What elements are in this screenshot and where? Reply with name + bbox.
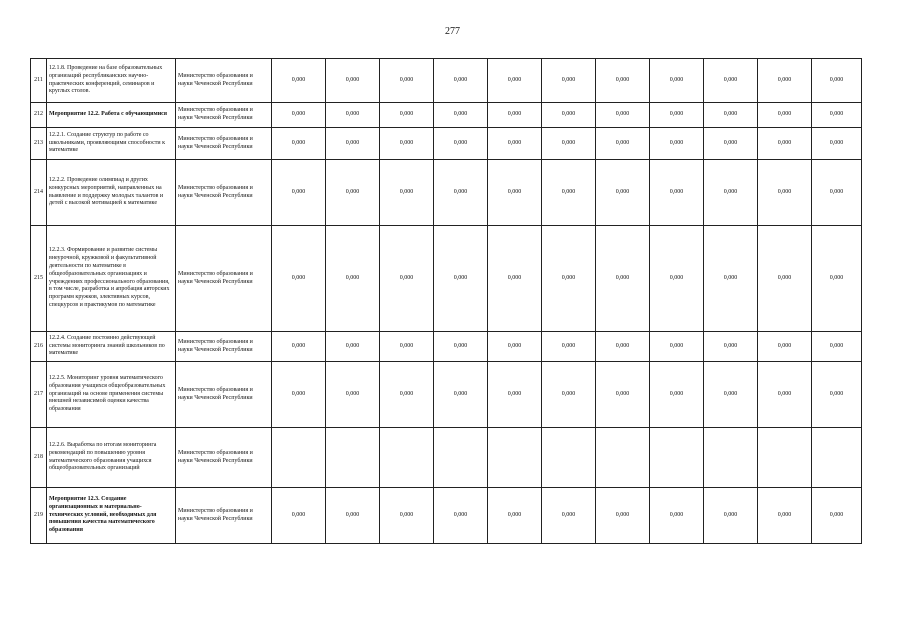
funding-value: 0,000 [758,59,812,103]
responsible-organization: Министерство образования и науки Чеченской Республики [176,128,272,160]
funding-value: 0,000 [650,332,704,362]
funding-value [326,428,380,488]
responsible-organization: Министерство образования и науки Чеченской Республики [176,59,272,103]
funding-value: 0,000 [326,488,380,544]
funding-value: 0,000 [596,332,650,362]
funding-value: 0,000 [326,59,380,103]
funding-value: 0,000 [758,332,812,362]
funding-value: 0,000 [380,128,434,160]
funding-value: 0,000 [380,59,434,103]
funding-value: 0,000 [488,226,542,332]
funding-value: 0,000 [758,128,812,160]
funding-value: 0,000 [704,226,758,332]
page-number: 277 [445,26,460,37]
funding-value: 0,000 [326,226,380,332]
funding-value: 0,000 [542,128,596,160]
activity-description: 12.2.5. Мониторинг уровня математического образования учащихся общеобразовательных организаций на основе применения системы внешней независимой оценки качества образования [47,362,176,428]
responsible-organization: Министерство образования и науки Чеченской Республики [176,362,272,428]
responsible-organization: Министерство образования и науки Чеченской Республики [176,332,272,362]
funding-value: 0,000 [812,160,862,226]
funding-value: 0,000 [596,103,650,128]
funding-value: 0,000 [812,362,862,428]
responsible-organization: Министерство образования и науки Чеченской Республики [176,428,272,488]
row-number: 212 [31,103,47,128]
funding-value: 0,000 [650,128,704,160]
funding-value: 0,000 [758,103,812,128]
funding-value: 0,000 [380,103,434,128]
funding-value: 0,000 [326,332,380,362]
activity-description: 12.2.6. Выработка по итогам мониторинга рекомендаций по повышению уровня математического образования учащихся общеобразовательных организаций [47,428,176,488]
row-number: 213 [31,128,47,160]
funding-value: 0,000 [542,103,596,128]
row-number: 211 [31,59,47,103]
funding-value: 0,000 [650,103,704,128]
funding-value: 0,000 [650,226,704,332]
funding-value: 0,000 [596,362,650,428]
funding-value: 0,000 [812,128,862,160]
funding-value [758,428,812,488]
row-number: 217 [31,362,47,428]
funding-value: 0,000 [272,488,326,544]
funding-value [596,428,650,488]
funding-value: 0,000 [758,160,812,226]
funding-value: 0,000 [434,488,488,544]
funding-value: 0,000 [380,332,434,362]
activity-description: 12.2.2. Проведение олимпиад и других конкурсных мероприятий, направленных на выявление и поддержку молодых талантов и детей с высокой мотивацией к математике [47,160,176,226]
funding-value: 0,000 [542,362,596,428]
funding-value [380,428,434,488]
funding-value: 0,000 [434,128,488,160]
funding-value: 0,000 [812,103,862,128]
funding-value: 0,000 [542,332,596,362]
funding-value: 0,000 [812,332,862,362]
funding-value: 0,000 [542,160,596,226]
funding-value: 0,000 [704,488,758,544]
row-number: 214 [31,160,47,226]
funding-value: 0,000 [542,226,596,332]
table-row [31,488,862,544]
table-row [31,332,862,362]
funding-value: 0,000 [542,59,596,103]
responsible-organization: Министерство образования и науки Чеченской Республики [176,488,272,544]
funding-value: 0,000 [596,59,650,103]
funding-value: 0,000 [704,128,758,160]
funding-value: 0,000 [650,59,704,103]
funding-value: 0,000 [326,160,380,226]
funding-value [434,428,488,488]
budget-table [30,58,862,544]
row-number: 218 [31,428,47,488]
funding-value: 0,000 [434,59,488,103]
funding-value: 0,000 [488,160,542,226]
activity-description: 12.2.4. Создание постоянно действующей системы мониторинга знаний школьников по математике [47,332,176,362]
table-row [31,59,862,103]
funding-value: 0,000 [650,488,704,544]
table-row [31,428,862,488]
funding-value: 0,000 [704,332,758,362]
funding-value [812,428,862,488]
funding-value: 0,000 [488,128,542,160]
funding-value: 0,000 [812,226,862,332]
funding-value [272,428,326,488]
funding-value: 0,000 [380,226,434,332]
funding-value: 0,000 [758,362,812,428]
funding-value: 0,000 [488,362,542,428]
funding-value: 0,000 [758,488,812,544]
activity-description: 12.1.8. Проведение на базе образовательных организаций республиканских научно-практических конференций, семинаров и круглых столов. [47,59,176,103]
table-row [31,226,862,332]
table-row [31,362,862,428]
table-row [31,128,862,160]
funding-value [650,428,704,488]
funding-value: 0,000 [596,488,650,544]
activity-description: 12.2.1. Создание структур по работе со школьниками, проявляющими способности к математике [47,128,176,160]
funding-value: 0,000 [704,103,758,128]
activity-description: 12.2.3. Формирование и развитие системы внеурочной, кружковой и факультативной деятельности по математике в общеобразовательных организациях и учреждениях профессионального образования, в том числе, разработка и апробация авторских программ кружков, элективных курсов, спецкурсов и практикумов по математике [47,226,176,332]
funding-value: 0,000 [812,59,862,103]
funding-value: 0,000 [434,226,488,332]
activity-description: Мероприятие 12.2. Работа с обучающимися [47,103,176,128]
funding-value: 0,000 [272,103,326,128]
funding-value: 0,000 [650,362,704,428]
funding-value: 0,000 [596,226,650,332]
funding-value: 0,000 [326,103,380,128]
funding-value: 0,000 [326,128,380,160]
funding-value: 0,000 [812,488,862,544]
funding-value: 0,000 [596,128,650,160]
row-number: 216 [31,332,47,362]
funding-value: 0,000 [272,332,326,362]
row-number: 219 [31,488,47,544]
funding-value: 0,000 [380,488,434,544]
funding-value: 0,000 [488,103,542,128]
funding-value [704,428,758,488]
activity-description: Мероприятие 12.3. Создание организационных и материально-технических условий, необходимых для повышения качества математического образования [47,488,176,544]
funding-value: 0,000 [434,362,488,428]
funding-value: 0,000 [272,128,326,160]
table-row [31,103,862,128]
funding-value: 0,000 [488,332,542,362]
funding-value: 0,000 [272,226,326,332]
funding-value: 0,000 [758,226,812,332]
funding-value: 0,000 [650,160,704,226]
funding-value [488,428,542,488]
responsible-organization: Министерство образования и науки Чеченской Республики [176,226,272,332]
funding-value: 0,000 [272,160,326,226]
responsible-organization: Министерство образования и науки Чеченской Республики [176,103,272,128]
funding-value: 0,000 [272,59,326,103]
funding-value: 0,000 [596,160,650,226]
funding-value: 0,000 [704,59,758,103]
funding-value: 0,000 [488,488,542,544]
funding-value: 0,000 [272,362,326,428]
funding-value: 0,000 [434,160,488,226]
row-number: 215 [31,226,47,332]
funding-value: 0,000 [326,362,380,428]
funding-value: 0,000 [434,332,488,362]
table-row [31,160,862,226]
responsible-organization: Министерство образования и науки Чеченской Республики [176,160,272,226]
funding-value: 0,000 [380,160,434,226]
funding-value: 0,000 [704,362,758,428]
funding-value: 0,000 [488,59,542,103]
funding-value: 0,000 [704,160,758,226]
funding-value [542,428,596,488]
funding-value: 0,000 [380,362,434,428]
funding-value: 0,000 [434,103,488,128]
funding-value: 0,000 [542,488,596,544]
